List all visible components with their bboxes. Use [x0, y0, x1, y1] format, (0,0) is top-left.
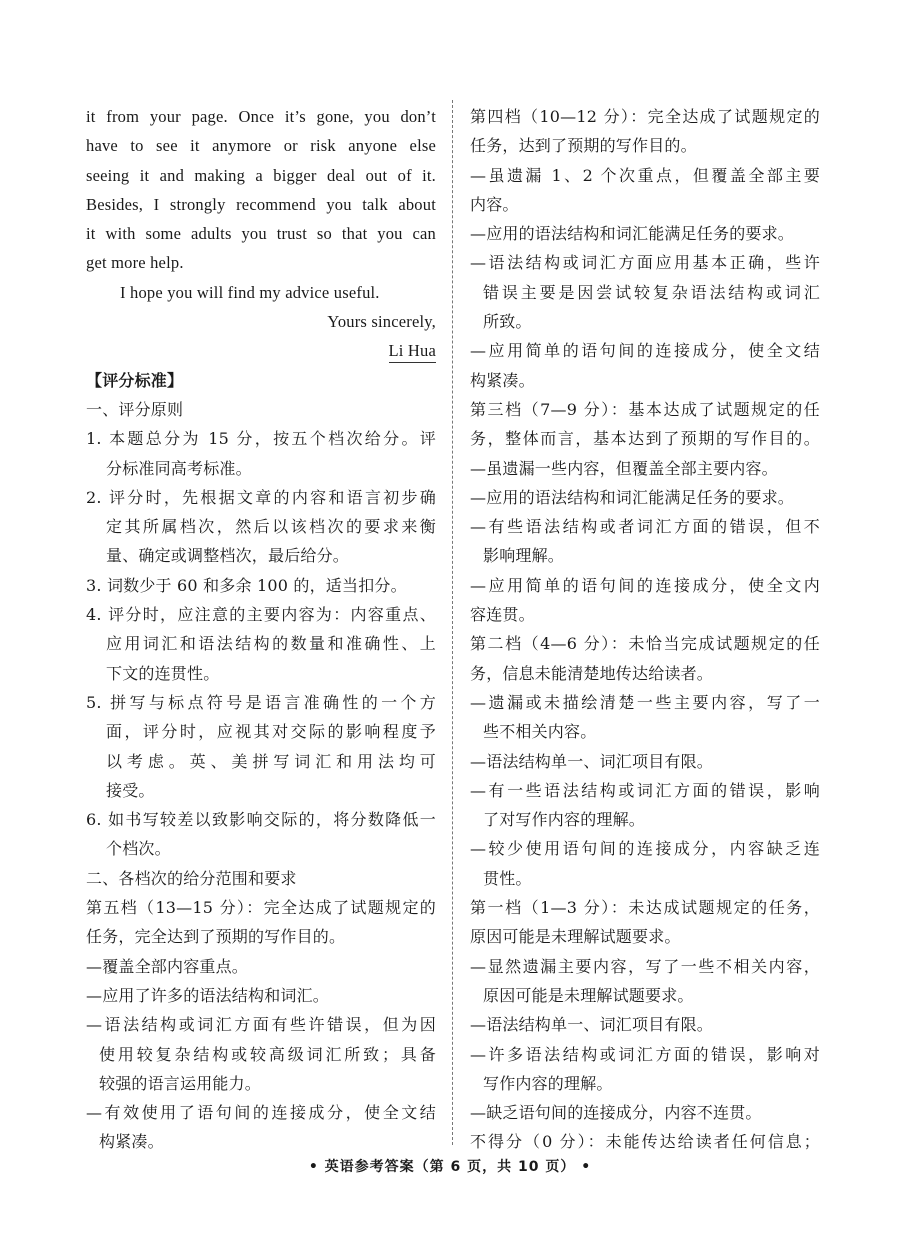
grade3-block	[470, 395, 820, 629]
letter-signoff: Yours sincerely,	[327, 312, 436, 332]
grade-item: —语法结构或词汇方面应用基本正确，些许	[470, 253, 820, 273]
grade-title: 第五档（13—15 分）：完全达成了试题规定的	[86, 898, 436, 918]
letter-closing-line: I hope you will find my advice useful.	[120, 282, 380, 302]
grade-item: 写作内容的理解。	[483, 1073, 613, 1093]
letter-line: get more help.	[86, 253, 184, 273]
grade-item: 贯性。	[483, 868, 532, 888]
grade-title: 第四档（10—12 分）：完全达成了试题规定的	[470, 107, 820, 126]
letter-line: have to see it anymore or risk anyone else	[86, 136, 436, 156]
grade-item: —较少使用语句间的连接成分，内容缺乏连	[470, 839, 820, 859]
grade-title: 任务，完全达到了预期的写作目的。	[86, 927, 346, 947]
rule-item: 1. 本题总分为 15 分，按五个档次给分。评 分标准同高考标准。	[86, 429, 436, 478]
grade-title: 第二档（4—6 分）：未恰当完成试题规定的任	[470, 634, 820, 654]
grade5-block	[86, 893, 436, 1157]
rule-item: 6. 如书写较差以致影响交际的，将分数降低一 个档次。	[86, 810, 436, 859]
rule-item: 3. 词数少于 60 和多余 100 的，适当扣分。	[86, 575, 407, 595]
grade-title: 第三档（7—9 分）：基本达成了试题规定的任	[470, 399, 820, 419]
grade4-block	[470, 102, 820, 395]
section-title-grades: 二、各档次的给分范围和要求	[86, 868, 297, 888]
grade-item: —缺乏语句间的连接成分，内容不连贯。	[470, 1103, 762, 1123]
grade-item: —应用了许多的语法结构和词汇。	[86, 985, 330, 1005]
right-column	[470, 102, 820, 1157]
grade-item: —虽遗漏一些内容，但覆盖全部主要内容。	[470, 458, 778, 478]
grade-item: 影响理解。	[483, 546, 565, 566]
rule-item: 5. 拼写与标点符号是语言准确性的一个方 面，评分时，应视其对交际的影响程度予 以考虑。英、美拼写词汇和用法均可 接受。	[86, 692, 436, 800]
grade-item: 容连贯。	[470, 605, 535, 625]
grade-item: 原因可能是未理解试题要求。	[483, 985, 694, 1005]
grade-item: 构紧凑。	[470, 370, 535, 390]
grade-item: —应用简单的语句间的连接成分，使全文内	[470, 575, 820, 595]
left-column	[86, 102, 436, 1157]
rule-item: 4. 评分时，应注意的主要内容为：内容重点、 应用词汇和语法结构的数量和准确性、上 下文的连贯性。	[86, 605, 436, 683]
grade-item: —显然遗漏主要内容，写了一些不相关内容，	[470, 956, 820, 976]
grade-item: —语法结构或词汇方面有些许错误，但为因	[86, 1015, 436, 1035]
grade0-line: 不得分（0 分）：未能传达给读者任何信息；	[470, 1132, 820, 1152]
rule-item: 2. 评分时，先根据文章的内容和语言初步确 定其所属档次，然后以该档次的要求来衡 量、确定或调整档次，最后给分。	[86, 487, 436, 566]
grade1-block	[470, 893, 820, 1127]
letter-signature: Li Hua	[389, 340, 436, 363]
grade-item: 了对写作内容的理解。	[483, 810, 646, 830]
section-title-principles: 一、评分原则	[86, 399, 184, 419]
grade-title: 第一档（1—3 分）：未达成试题规定的任务，	[470, 898, 820, 918]
letter-line: it from your page. Once it’s gone, you don’t	[86, 107, 436, 126]
grade-item: —许多语法结构或词汇方面的错误，影响对	[470, 1044, 820, 1064]
letter-line: it with some adults you trust so that you can	[86, 224, 436, 244]
grade-item: 使用较复杂结构或较高级词汇所致；具备	[99, 1044, 436, 1064]
grade-title: 务，信息未能清楚地传达给读者。	[470, 663, 714, 683]
grade-title: 任务，达到了预期的写作目的。	[470, 136, 697, 156]
letter-body	[86, 102, 436, 366]
grade-item: —虽遗漏 1、2 个次重点，但覆盖全部主要	[470, 165, 820, 185]
letter-line: Besides, I strongly recommend you talk about	[86, 194, 436, 214]
grade-item: 错误主要是因尝试较复杂语法结构或词汇	[483, 282, 820, 302]
grade-item: 些不相关内容。	[483, 722, 597, 742]
grade-item: 所致。	[483, 312, 532, 332]
grade-item: 构紧凑。	[99, 1132, 164, 1152]
grade-title: 原因可能是未理解试题要求。	[470, 927, 681, 947]
page-footer: • 英语参考答案（第 6 页，共 10 页） •	[308, 1159, 592, 1175]
grade-item: —应用的语法结构和词汇能满足任务的要求。	[470, 487, 795, 507]
letter-line: seeing it and making a bigger deal out of it.	[86, 165, 436, 185]
column-divider	[452, 100, 453, 1145]
grade2-block	[470, 629, 820, 893]
grade-item: —应用的语法结构和词汇能满足任务的要求。	[470, 224, 795, 244]
grade-item: —语法结构单一、词汇项目有限。	[470, 751, 714, 771]
letter-signature-line	[86, 336, 436, 365]
grade-item: —遗漏或未描绘清楚一些主要内容，写了一	[470, 692, 820, 712]
grade-item: —应用简单的语句间的连接成分，使全文结	[470, 341, 820, 361]
grade-item: —有些语法结构或者词汇方面的错误，但不	[470, 517, 820, 537]
criteria-heading: 【评分标准】	[86, 370, 184, 390]
grade-item: —覆盖全部内容重点。	[86, 956, 249, 976]
grade-item: —有一些语法结构或词汇方面的错误，影响	[470, 780, 820, 800]
grade-item: 内容。	[470, 194, 519, 214]
grade-title: 务，整体而言，基本达到了预期的写作目的。	[470, 429, 820, 449]
grade-item: —语法结构单一、词汇项目有限。	[470, 1015, 714, 1035]
grade-item: —有效使用了语句间的连接成分，使全文结	[86, 1103, 436, 1123]
grade-item: 较强的语言运用能力。	[99, 1073, 262, 1093]
